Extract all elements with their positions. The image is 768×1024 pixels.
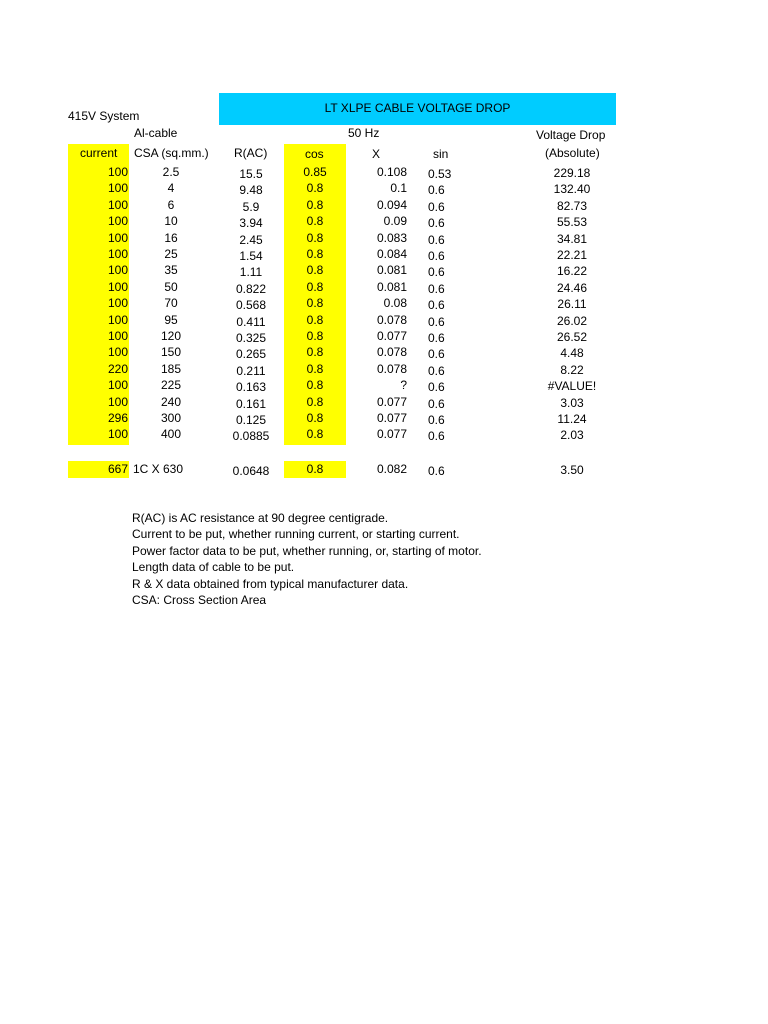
note-line: R & X data obtained from typical manufacturer data. [132,576,409,591]
cell-sin: 0.6 [428,216,445,231]
cell-sin: 0.6 [428,281,445,296]
cell-cos: 0.8 [306,197,324,212]
cell-cos: 0.85 [303,165,327,179]
cell-current: 100 [107,329,128,343]
cell-voltage-drop: 4.48 [560,346,584,361]
cell-voltage-drop: 229.18 [553,166,591,180]
header-sin: sin [433,147,449,161]
cell-x: 0.084 [376,247,407,261]
cell-rac: 0.163 [235,380,267,395]
cell-cos: 0.8 [306,279,324,294]
cell-sin: 0.6 [428,298,445,313]
cell-current: 100 [107,345,128,360]
cell-current: 100 [107,165,128,179]
cable-type-label: Al-cable [134,126,178,140]
cell-cos: 0.8 [306,345,324,360]
cell-rac: 0.411 [236,314,266,329]
cell-x: 0.083 [376,230,407,245]
cell-sin: 0.6 [428,380,445,395]
cell-csa: 240 [160,394,182,409]
cell-x: 0.1 [390,181,407,196]
cell-current: 100 [107,378,128,393]
cell-voltage-drop: 16.22 [556,264,588,279]
header-x: X [372,147,381,161]
cell-csa: 400 [160,427,182,442]
cell-csa: 4 [167,181,175,196]
cell-csa: 150 [160,345,182,360]
cell-current: 100 [107,230,128,245]
cell-voltage-drop: 26.52 [556,330,588,344]
cell-current: 100 [107,427,128,442]
cell-cos: 0.8 [306,394,324,409]
system-label: 415V System [68,109,140,123]
cell-voltage-drop: 24.46 [556,280,588,295]
cell-cos: 0.8 [306,247,324,261]
cell-rac: 0.265 [235,347,267,362]
cell-voltage-drop: 3.50 [560,463,584,477]
cell-x: 0.08 [383,296,407,311]
cell-voltage-drop: 26.11 [557,297,587,312]
title-banner: LT XLPE CABLE VOLTAGE DROP [219,93,616,125]
cell-cos: 0.8 [306,230,324,245]
cell-x: 0.081 [376,279,407,294]
cell-current: 100 [107,247,128,261]
cell-x: 0.077 [376,427,407,442]
cell-voltage-drop: 2.03 [560,428,584,443]
cell-x: 0.078 [376,345,407,360]
cell-rac: 3.94 [239,216,263,231]
cell-cos: 0.8 [306,181,324,196]
cell-rac: 0.568 [235,298,267,313]
cell-current: 100 [107,263,128,278]
cell-csa: 6 [167,197,175,212]
header-csa: CSA (sq.mm.) [134,146,209,160]
cell-rac: 2.45 [239,232,263,247]
cell-rac: 0.161 [235,396,267,411]
cell-current: 220 [107,361,128,376]
notes-block [132,510,482,608]
cell-x: 0.077 [376,411,407,425]
cell-x: 0.094 [376,197,407,212]
cell-rac: 9.48 [239,183,263,198]
cell-rac: 0.125 [235,413,267,427]
cell-voltage-drop: 8.22 [560,362,584,377]
cell-current: 100 [107,181,128,196]
cell-current: 296 [107,411,128,425]
header-current: current [80,146,118,160]
cell-current: 100 [107,312,128,327]
cell-voltage-drop: #VALUE! [547,379,597,394]
cell-rac: 1.11 [239,265,263,280]
cell-cos: 0.8 [306,378,324,393]
cell-sin: 0.6 [428,265,445,280]
cell-voltage-drop: 82.73 [556,198,588,213]
cell-cos: 0.8 [306,214,324,229]
cell-sin: 0.6 [428,363,445,378]
cell-csa: 50 [164,279,178,294]
cell-sin: 0.6 [428,413,445,427]
cell-voltage-drop: 22.21 [556,248,588,262]
voltage-drop-header-line2: (Absolute) [545,146,600,160]
cell-csa: 2.5 [162,165,180,179]
cell-current: 100 [107,214,128,229]
cell-voltage-drop: 34.81 [556,231,588,246]
cell-csa: 25 [164,247,178,261]
cell-csa: 1C X 630 [133,462,184,476]
note-line: Current to be put, whether running current, or starting current. [132,527,460,542]
cell-voltage-drop: 26.02 [556,313,588,328]
header-rac: R(AC) [234,146,268,160]
cell-current: 100 [107,279,128,294]
cell-x: 0.078 [376,361,407,376]
cell-sin: 0.6 [428,347,445,362]
cell-x: 0.077 [376,329,407,343]
cell-sin: 0.6 [428,331,445,345]
cell-csa: 70 [164,296,178,311]
cell-cos: 0.8 [306,312,324,327]
cell-voltage-drop: 3.03 [560,395,584,410]
cell-csa: 300 [160,411,182,425]
cell-csa: 35 [164,263,178,278]
cell-x: 0.078 [376,312,407,327]
cell-x: 0.108 [376,165,407,179]
note-line: Length data of cable to be put. [132,560,295,575]
cell-cos: 0.8 [306,329,324,343]
cell-csa: 95 [164,312,178,327]
cell-csa: 120 [160,329,182,343]
cell-sin: 0.53 [428,167,452,181]
header-cos: cos [305,147,324,161]
note-line: CSA: Cross Section Area [132,593,267,608]
cell-rac: 0.325 [235,331,267,345]
cell-current: 667 [107,462,128,476]
cell-current: 100 [107,394,128,409]
cell-current: 100 [107,197,128,212]
cell-csa: 185 [160,361,182,376]
cell-cos: 0.8 [306,296,324,311]
cell-current: 100 [107,296,128,311]
cell-sin: 0.6 [428,396,445,411]
cell-csa: 16 [164,230,178,245]
cell-rac: 0.0885 [232,429,270,444]
note-line: R(AC) is AC resistance at 90 degree centigrade. [132,511,389,525]
cell-csa: 10 [164,214,178,229]
cell-sin: 0.6 [428,314,445,329]
cell-csa: 225 [160,378,182,393]
cell-sin: 0.6 [428,249,445,263]
frequency-label: 50 Hz [348,126,380,140]
cell-rac: 5.9 [242,199,260,214]
cell-x: 0.077 [376,394,407,409]
cell-x: 0.081 [376,263,407,278]
cell-sin: 0.6 [428,429,445,444]
cell-sin: 0.6 [428,232,445,247]
cell-voltage-drop: 11.24 [557,412,587,426]
cell-x: 0.082 [376,462,407,476]
cell-rac: 1.54 [239,249,263,263]
cell-cos: 0.8 [306,427,324,442]
cell-cos: 0.8 [306,361,324,376]
cell-cos: 0.8 [306,411,324,425]
note-line: Power factor data to be put, whether running, or, starting of motor. [132,543,482,558]
cell-voltage-drop: 132.40 [553,182,591,197]
cell-sin: 0.6 [428,183,445,198]
cell-rac: 0.211 [236,363,266,378]
voltage-drop-header-line1: Voltage Drop [536,128,606,142]
cell-voltage-drop: 55.53 [556,215,588,230]
cell-x: 0.09 [383,214,407,229]
cell-sin: 0.6 [428,199,445,214]
cell-rac: 0.822 [235,281,267,296]
cell-rac: 0.0648 [232,464,270,478]
cell-rac: 15.5 [239,167,263,181]
cell-sin: 0.6 [428,464,445,478]
cell-x: ? [400,378,407,393]
cell-cos: 0.8 [306,462,324,476]
cell-cos: 0.8 [306,263,324,278]
